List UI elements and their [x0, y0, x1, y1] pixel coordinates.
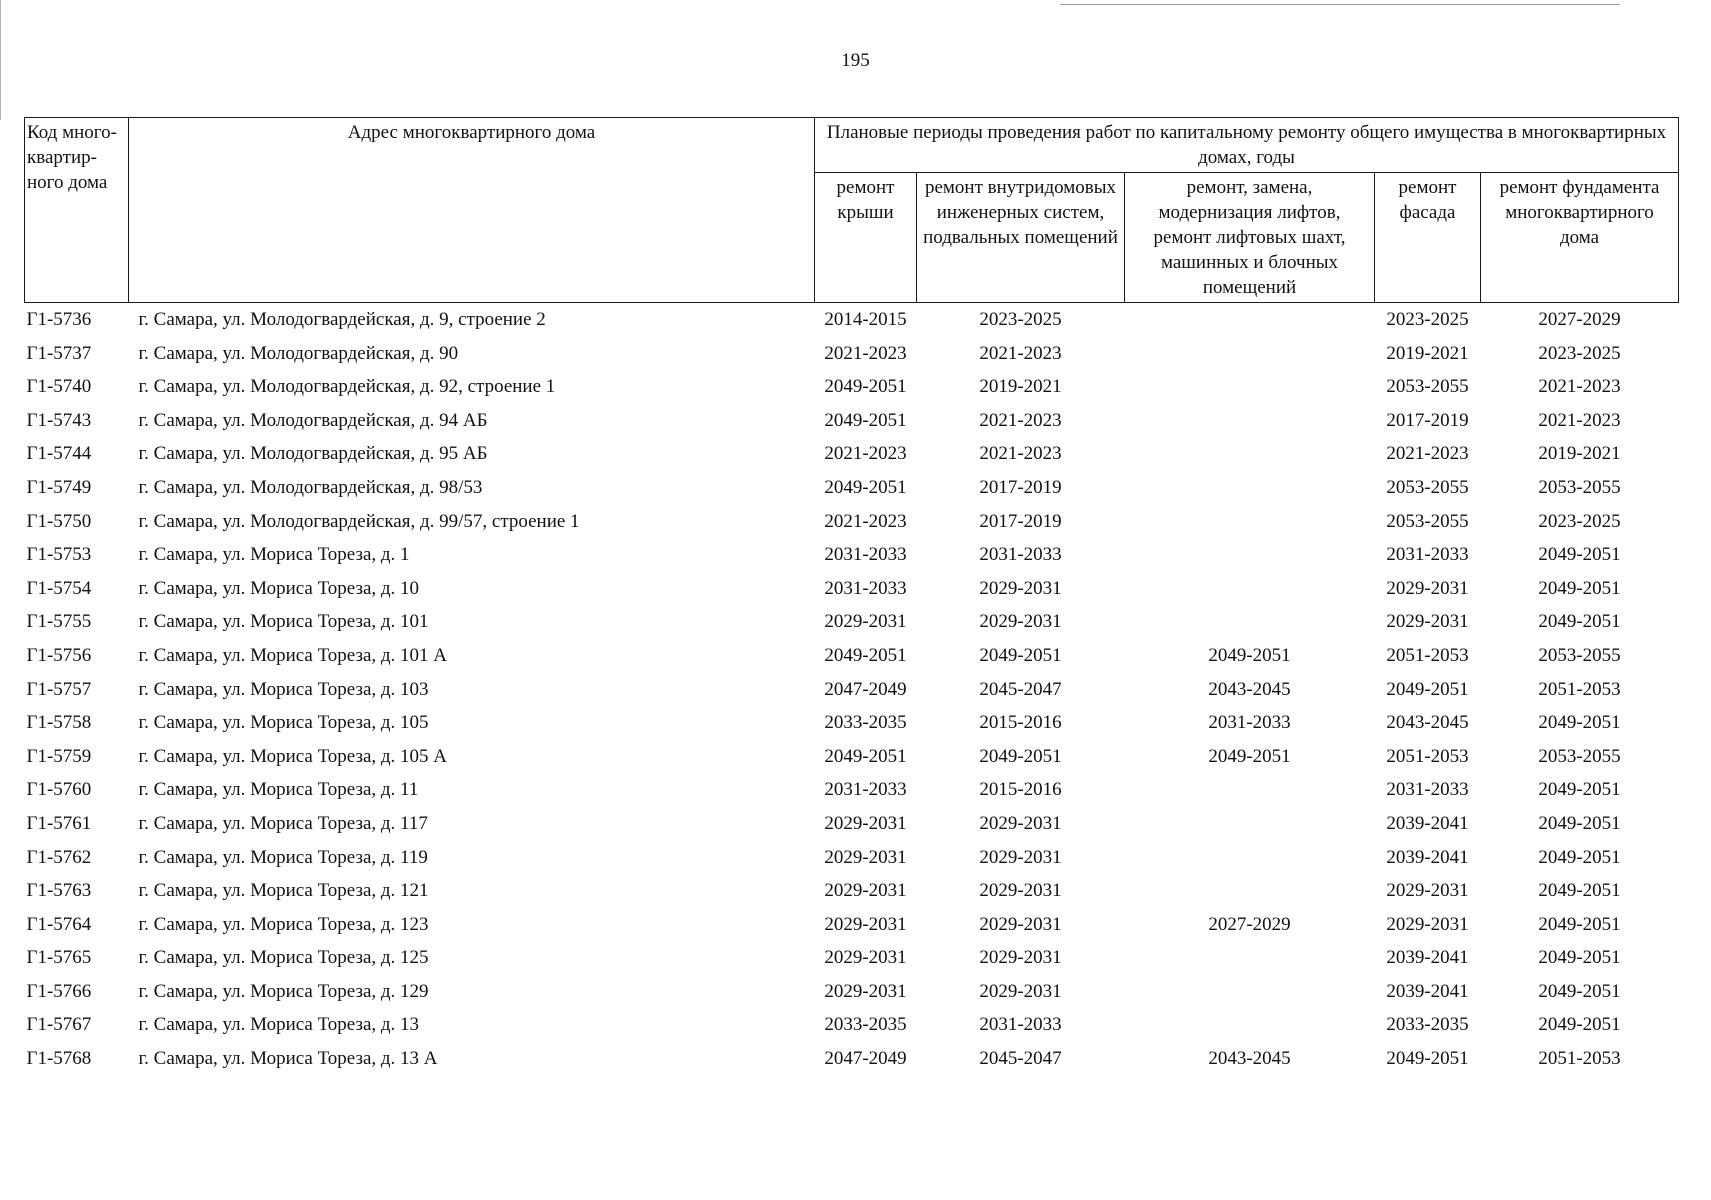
cell-facade: 2039-2041 [1386, 812, 1469, 834]
cell-elevators [1125, 941, 1375, 975]
cell-engineering: 2015-2016 [979, 712, 1062, 734]
repair-schedule-table-wrapper [24, 117, 1678, 1076]
cell-code: Г1-5762 [26, 846, 92, 868]
cell-code: Г1-5759 [26, 745, 92, 767]
cell-address: г. Самара, ул. Молодогвардейская, д. 99/57, строение 1 [138, 510, 580, 532]
cell-code: Г1-5763 [26, 880, 92, 902]
cell-elevators: 2049-2051 [1208, 644, 1291, 666]
cell-facade: 2029-2031 [1386, 611, 1469, 633]
table-row [25, 908, 1679, 942]
cell-facade: 2049-2051 [1386, 678, 1469, 700]
cell-engineering: 2021-2023 [979, 443, 1062, 465]
cell-facade: 2029-2031 [1386, 913, 1469, 935]
cell-roof: 2031-2033 [824, 779, 907, 801]
cell-address: г. Самара, ул. Мориса Тореза, д. 13 [138, 1014, 420, 1036]
cell-address: г. Самара, ул. Мориса Тореза, д. 117 [138, 812, 428, 834]
cell-code: Г1-5753 [26, 544, 92, 566]
cell-address: г. Самара, ул. Мориса Тореза, д. 11 [138, 779, 419, 801]
cell-foundation: 2049-2051 [1538, 846, 1621, 868]
table-row [25, 706, 1679, 740]
repair-schedule-table [24, 117, 1679, 1076]
table-row [25, 841, 1679, 875]
cell-roof: 2049-2051 [824, 376, 907, 398]
cell-foundation: 2021-2023 [1538, 376, 1621, 398]
cell-foundation: 2049-2051 [1538, 1014, 1621, 1036]
cell-code: Г1-5764 [26, 913, 92, 935]
cell-roof: 2047-2049 [824, 678, 907, 700]
cell-facade: 2053-2055 [1386, 376, 1469, 398]
cell-facade: 2039-2041 [1386, 947, 1469, 969]
cell-foundation: 2049-2051 [1538, 913, 1621, 935]
cell-roof: 2029-2031 [824, 913, 907, 935]
cell-roof: 2021-2023 [824, 510, 907, 532]
cell-code: Г1-5749 [26, 476, 92, 498]
cell-engineering: 2019-2021 [979, 376, 1062, 398]
cell-foundation: 2049-2051 [1538, 577, 1621, 599]
cell-engineering: 2017-2019 [979, 510, 1062, 532]
cell-code: Г1-5743 [26, 409, 92, 431]
table-row [25, 605, 1679, 639]
cell-address: г. Самара, ул. Мориса Тореза, д. 129 [138, 980, 429, 1002]
cell-code: Г1-5760 [26, 779, 92, 801]
table-row [25, 337, 1679, 371]
cell-address: г. Самара, ул. Мориса Тореза, д. 103 [138, 678, 429, 700]
cell-address: г. Самара, ул. Мориса Тореза, д. 101 А [138, 644, 448, 666]
header-row-top [25, 118, 1679, 173]
cell-roof: 2029-2031 [824, 880, 907, 902]
cell-address: г. Самара, ул. Мориса Тореза, д. 119 [138, 846, 428, 868]
cell-elevators: 2027-2029 [1208, 913, 1291, 935]
cell-elevators [1125, 505, 1375, 539]
table-row [25, 505, 1679, 539]
cell-address: г. Самара, ул. Мориса Тореза, д. 123 [138, 913, 429, 935]
header-facade: ремонт фасада [1375, 173, 1481, 303]
cell-roof: 2029-2031 [824, 611, 907, 633]
cell-foundation: 2049-2051 [1538, 544, 1621, 566]
cell-facade: 2033-2035 [1386, 1014, 1469, 1036]
table-row [25, 303, 1679, 337]
cell-foundation: 2049-2051 [1538, 611, 1621, 633]
cell-foundation: 2027-2029 [1538, 309, 1621, 330]
cell-engineering: 2031-2033 [979, 544, 1062, 566]
cell-foundation: 2053-2055 [1538, 476, 1621, 498]
cell-engineering: 2031-2033 [979, 1014, 1062, 1036]
scan-top-rule [1060, 4, 1620, 5]
table-row [25, 874, 1679, 908]
cell-foundation: 2049-2051 [1538, 880, 1621, 902]
cell-code: Г1-5767 [26, 1014, 92, 1036]
cell-engineering: 2017-2019 [979, 476, 1062, 498]
table-row [25, 740, 1679, 774]
cell-elevators: 2031-2033 [1208, 712, 1291, 734]
cell-address: г. Самара, ул. Молодогвардейская, д. 90 [138, 342, 459, 364]
cell-roof: 2021-2023 [824, 443, 907, 465]
cell-facade: 2039-2041 [1386, 980, 1469, 1002]
table-row [25, 538, 1679, 572]
cell-address: г. Самара, ул. Мориса Тореза, д. 125 [138, 947, 429, 969]
cell-code: Г1-5757 [26, 678, 92, 700]
cell-elevators [1125, 404, 1375, 438]
cell-roof: 2029-2031 [824, 980, 907, 1002]
cell-foundation: 2049-2051 [1538, 980, 1621, 1002]
cell-engineering: 2023-2025 [979, 309, 1062, 330]
cell-address: г. Самара, ул. Мориса Тореза, д. 121 [138, 880, 429, 902]
cell-engineering: 2049-2051 [979, 644, 1062, 666]
table-row [25, 1008, 1679, 1042]
cell-elevators: 2043-2045 [1208, 1048, 1291, 1070]
cell-code: Г1-5740 [26, 376, 92, 398]
cell-engineering: 2029-2031 [979, 880, 1062, 902]
cell-facade: 2017-2019 [1386, 409, 1469, 431]
cell-foundation: 2049-2051 [1538, 712, 1621, 734]
cell-elevators [1125, 841, 1375, 875]
cell-engineering: 2029-2031 [979, 947, 1062, 969]
header-code: Код много-квартир-ного дома [25, 118, 129, 303]
cell-foundation: 2021-2023 [1538, 409, 1621, 431]
cell-engineering: 2045-2047 [979, 678, 1062, 700]
cell-elevators [1125, 605, 1375, 639]
cell-engineering: 2029-2031 [979, 577, 1062, 599]
cell-foundation: 2049-2051 [1538, 779, 1621, 801]
cell-engineering: 2029-2031 [979, 913, 1062, 935]
cell-facade: 2023-2025 [1386, 309, 1469, 330]
cell-address: г. Самара, ул. Молодогвардейская, д. 92, строение 1 [138, 376, 556, 398]
cell-foundation: 2023-2025 [1538, 510, 1621, 532]
cell-code: Г1-5755 [26, 611, 92, 633]
header-address: Адрес многоквартирного дома [129, 118, 815, 303]
table-row [25, 975, 1679, 1009]
cell-code: Г1-5754 [26, 577, 92, 599]
cell-engineering: 2015-2016 [979, 779, 1062, 801]
cell-facade: 2053-2055 [1386, 510, 1469, 532]
cell-foundation: 2049-2051 [1538, 812, 1621, 834]
cell-code: Г1-5766 [26, 980, 92, 1002]
cell-facade: 2021-2023 [1386, 443, 1469, 465]
table-row [25, 471, 1679, 505]
cell-elevators [1125, 1008, 1375, 1042]
cell-elevators: 2043-2045 [1208, 678, 1291, 700]
cell-engineering: 2049-2051 [979, 745, 1062, 767]
cell-foundation: 2053-2055 [1538, 745, 1621, 767]
cell-elevators [1125, 437, 1375, 471]
cell-roof: 2031-2033 [824, 544, 907, 566]
cell-roof: 2033-2035 [824, 712, 907, 734]
cell-elevators [1125, 370, 1375, 404]
cell-elevators [1125, 471, 1375, 505]
cell-facade: 2029-2031 [1386, 880, 1469, 902]
cell-elevators: 2049-2051 [1208, 745, 1291, 767]
table-row [25, 572, 1679, 606]
cell-code: Г1-5737 [26, 342, 92, 364]
table-body [25, 303, 1679, 1076]
cell-address: г. Самара, ул. Молодогвардейская, д. 9, строение 2 [138, 309, 546, 330]
cell-facade: 2039-2041 [1386, 846, 1469, 868]
table-row [25, 437, 1679, 471]
cell-facade: 2051-2053 [1386, 644, 1469, 666]
cell-engineering: 2029-2031 [979, 611, 1062, 633]
header-planned-periods: Плановые периоды проведения работ по капитальному ремонту общего имущества в многоквартирных домах, годы [815, 118, 1679, 173]
cell-roof: 2033-2035 [824, 1014, 907, 1036]
cell-roof: 2029-2031 [824, 947, 907, 969]
cell-engineering: 2029-2031 [979, 980, 1062, 1002]
cell-code: Г1-5736 [26, 309, 92, 330]
cell-roof: 2021-2023 [824, 342, 907, 364]
cell-roof: 2049-2051 [824, 476, 907, 498]
cell-roof: 2049-2051 [824, 644, 907, 666]
cell-address: г. Самара, ул. Мориса Тореза, д. 10 [138, 577, 420, 599]
cell-address: г. Самара, ул. Молодогвардейская, д. 98/53 [138, 476, 483, 498]
cell-address: г. Самара, ул. Молодогвардейская, д. 95 АБ [138, 443, 488, 465]
cell-address: г. Самара, ул. Мориса Тореза, д. 13 А [138, 1048, 438, 1070]
cell-foundation: 2019-2021 [1538, 443, 1621, 465]
cell-code: Г1-5765 [26, 947, 92, 969]
cell-elevators [1125, 303, 1375, 337]
cell-roof: 2014-2015 [824, 309, 907, 330]
cell-engineering: 2045-2047 [979, 1048, 1062, 1070]
cell-facade: 2031-2033 [1386, 779, 1469, 801]
cell-address: г. Самара, ул. Молодогвардейская, д. 94 АБ [138, 409, 488, 431]
table-row [25, 807, 1679, 841]
cell-foundation: 2051-2053 [1538, 678, 1621, 700]
cell-foundation: 2023-2025 [1538, 342, 1621, 364]
cell-roof: 2049-2051 [824, 409, 907, 431]
cell-foundation: 2051-2053 [1538, 1048, 1621, 1070]
cell-facade: 2053-2055 [1386, 476, 1469, 498]
cell-facade: 2043-2045 [1386, 712, 1469, 734]
header-engineering: ремонт внутридомовых инженерных систем, подвальных помещений [917, 173, 1125, 303]
cell-facade: 2019-2021 [1386, 342, 1469, 364]
table-row [25, 941, 1679, 975]
cell-elevators [1125, 572, 1375, 606]
cell-facade: 2049-2051 [1386, 1048, 1469, 1070]
cell-roof: 2047-2049 [824, 1048, 907, 1070]
cell-elevators [1125, 874, 1375, 908]
cell-engineering: 2021-2023 [979, 409, 1062, 431]
cell-engineering: 2021-2023 [979, 342, 1062, 364]
cell-roof: 2049-2051 [824, 745, 907, 767]
cell-roof: 2029-2031 [824, 812, 907, 834]
header-foundation: ремонт фундамента многоквартирного дома [1481, 173, 1679, 303]
page-number: 195 [841, 50, 870, 71]
cell-address: г. Самара, ул. Мориса Тореза, д. 101 [138, 611, 429, 633]
header-roof: ремонт крыши [815, 173, 917, 303]
cell-facade: 2029-2031 [1386, 577, 1469, 599]
cell-address: г. Самара, ул. Мориса Тореза, д. 105 А [138, 745, 448, 767]
cell-foundation: 2053-2055 [1538, 644, 1621, 666]
cell-roof: 2031-2033 [824, 577, 907, 599]
cell-elevators [1125, 773, 1375, 807]
table-row [25, 673, 1679, 707]
table-row [25, 404, 1679, 438]
cell-code: Г1-5768 [26, 1048, 92, 1070]
cell-elevators [1125, 538, 1375, 572]
cell-facade: 2031-2033 [1386, 544, 1469, 566]
cell-code: Г1-5756 [26, 644, 92, 666]
cell-foundation: 2049-2051 [1538, 947, 1621, 969]
cell-roof: 2029-2031 [824, 846, 907, 868]
cell-code: Г1-5761 [26, 812, 92, 834]
cell-elevators [1125, 807, 1375, 841]
cell-code: Г1-5758 [26, 712, 92, 734]
table-row [25, 370, 1679, 404]
cell-address: г. Самара, ул. Мориса Тореза, д. 1 [138, 544, 410, 566]
cell-elevators [1125, 337, 1375, 371]
cell-code: Г1-5750 [26, 510, 92, 532]
header-elevators: ремонт, замена, модернизация лифтов, ремонт лифтовых шахт, машинных и блочных помещений [1125, 173, 1375, 303]
table-row [25, 773, 1679, 807]
cell-address: г. Самара, ул. Мориса Тореза, д. 105 [138, 712, 429, 734]
cell-engineering: 2029-2031 [979, 812, 1062, 834]
cell-engineering: 2029-2031 [979, 846, 1062, 868]
table-header [25, 118, 1679, 303]
table-row [25, 639, 1679, 673]
cell-code: Г1-5744 [26, 443, 92, 465]
cell-elevators [1125, 975, 1375, 1009]
cell-facade: 2051-2053 [1386, 745, 1469, 767]
table-row [25, 1042, 1679, 1076]
